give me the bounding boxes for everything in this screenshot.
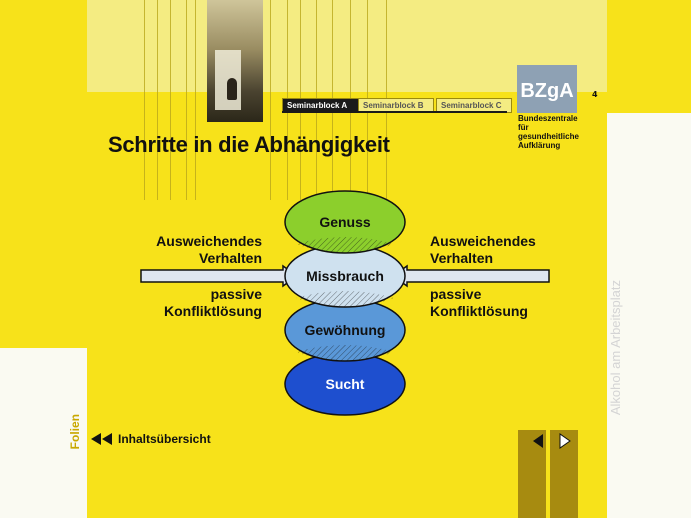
- course-title-vertical: Alkohol am Arbeitsplatz: [608, 280, 623, 416]
- bzga-logo: BZgA: [517, 65, 577, 113]
- tab-seminarblock-c[interactable]: Seminarblock C: [436, 98, 512, 113]
- logo-subtitle: Bundeszentrale für gesundheitliche Aufklärung: [518, 114, 579, 150]
- page-number: 4: [592, 90, 598, 99]
- prev-slide-button[interactable]: [524, 430, 552, 452]
- next-slide-button[interactable]: [551, 430, 579, 452]
- triangle-right-icon: [558, 433, 572, 449]
- slide-title: Schritte in die Abhängigkeit: [108, 132, 390, 157]
- right-label-top: Ausweichendes Verhalten: [430, 233, 536, 266]
- tab-seminarblock-b[interactable]: Seminarblock B: [358, 98, 434, 113]
- left-label-top: Ausweichendes Verhalten: [156, 233, 262, 266]
- triangle-left-icon: [531, 433, 545, 449]
- right-arrow: [393, 266, 549, 286]
- toc-label: Inhaltsübersicht: [118, 432, 211, 446]
- folien-label[interactable]: Folien: [68, 414, 82, 450]
- rewind-icon: [90, 432, 114, 446]
- toc-link[interactable]: [90, 432, 211, 446]
- tab-seminarblock-a[interactable]: Seminarblock A: [282, 98, 362, 113]
- stage-missbrauch: Missbrauch: [306, 268, 384, 284]
- stage-genuss: Genuss: [319, 214, 371, 230]
- left-label-bottom: passive Konfliktlösung: [164, 286, 262, 319]
- stage-gewoehnung: Gewöhnung: [304, 322, 386, 338]
- right-label-bottom: passive Konfliktlösung: [430, 286, 528, 319]
- left-arrow: [141, 266, 297, 286]
- stage-sucht: Sucht: [325, 376, 365, 392]
